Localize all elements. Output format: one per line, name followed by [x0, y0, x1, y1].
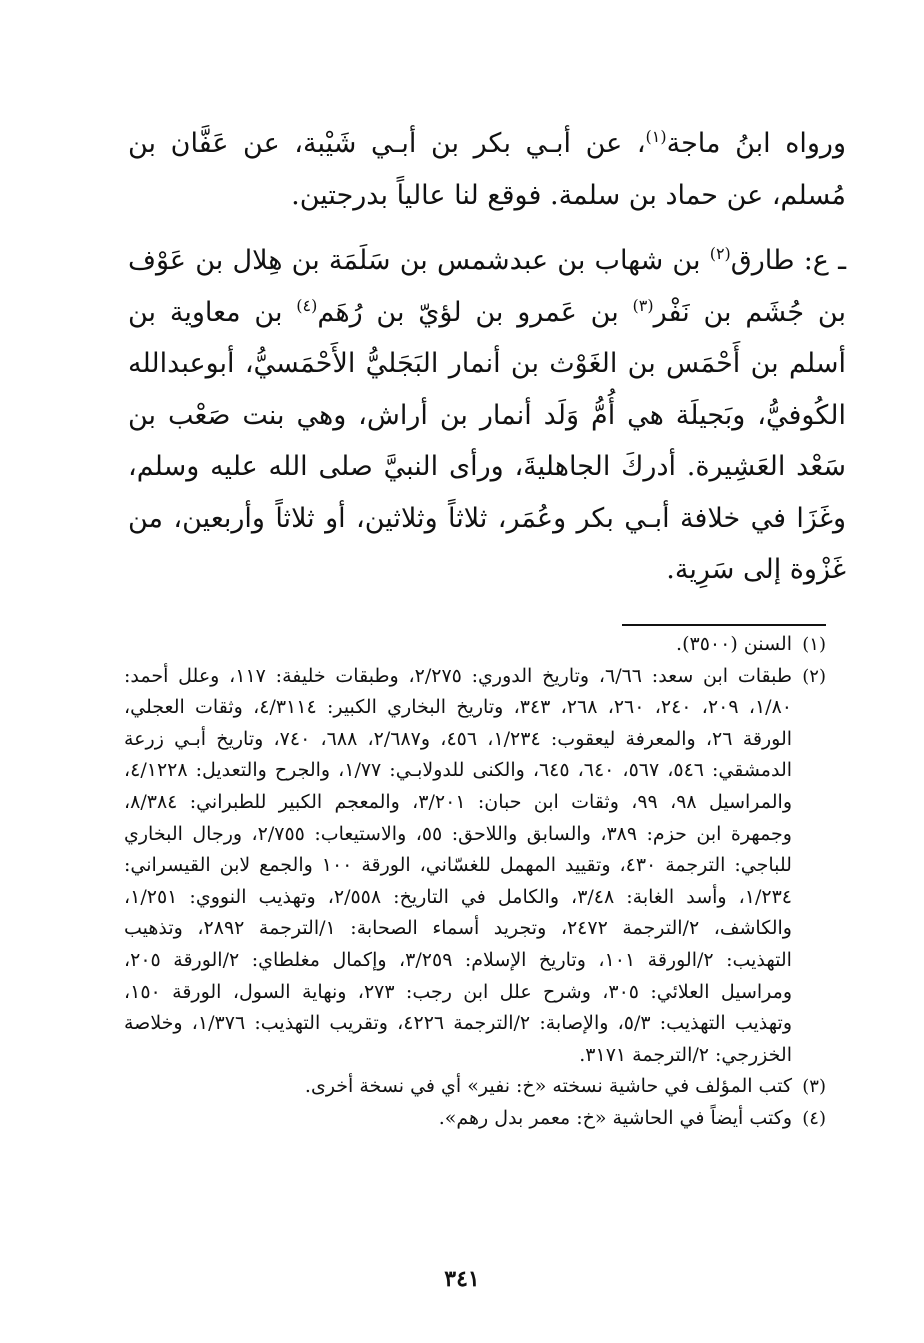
footnotes — [124, 629, 826, 1135]
footnote-text: طبقات ابن سعد: ٦/٦٦، وتاريخ الدوري: ٢/٢٧٥، وطبقات خليفة: ١١٧، وعلل أحمد: ١/٨٠، ٢٠٩، ٢٤٠، ٢٦٠، ٢٦٨، ٣٤٣، وتاريخ البخاري الكبير: ٤/٣١١٤، وثقات العجلي، الورقة ٢٦، والمعرفة ليعقوب: ١/٢٣٤، ٤٥٦، و٢/٦٨٧، ٦٨٨، ٧٤٠، وتاريخ أبـي زرعة الدمشقي: ٥٤٦، ٥٦٧، ٦٤٠، ٦٤٥، والكنى للدولابـي: ١/٧٧، والجرح والتعديل: ٤/١٢٢٨، والمراسيل ٩٨، ٩٩، وثقات ابن حبان: ٣/٢٠١، والمعجم الكبير للطبراني: ٨/٣٨٤، وجمهرة ابن حزم: ٣٨٩، والسابق واللاحق: ٥٥، والاستيعاب: ٢/٧٥٥، ورجال البخاري للباجي: الترجمة ٤٣٠، وتقييد المهمل للغسّاني، الورقة ١٠٠ والجمع لابن القيسراني: ١/٢٣٤، وأسد الغابة: ٣/٤٨، والكامل في التاريخ: ٢/٥٥٨، وتهذيب النووي: ١/٢٥١، والكاشف، ٢/الترجمة ٢٤٧٢، وتجريد أسماء الصحابة: ١/الترجمة ٢٨٩٢، وتذهيب التهذيب: ٢/الورقة ١٠١، وتاريخ الإسلام: ٣/٢٥٩، وإكمال مغلطاي: ٢/الورقة ٢٠٥، ومراسيل العلائي: ٣٠٥، وشرح علل ابن رجب: ٢٧٣، ونهاية السول، الورقة ١٥٠، وتهذيب التهذيب: ٥/٣، والإصابة: ٢/الترجمة ٤٢٢٦، وتقريب التهذيب: ١/٣٧٦، وخلاصة الخزرجي: ٢/الترجمة ٣١٧١. — [124, 664, 793, 1066]
footnote-number: (٤) — [802, 1107, 826, 1129]
footnote-1 — [124, 629, 826, 661]
footnote-ref-2: (٢) — [709, 244, 731, 263]
footnote-3 — [124, 1071, 826, 1103]
footnote-separator — [622, 624, 826, 626]
footnote-4 — [124, 1103, 826, 1135]
footnote-ref-3: (٣) — [632, 295, 654, 315]
footnote-text: السنن (٣٥٠٠). — [676, 633, 792, 655]
paragraph-text: بن معاوية بن أسلم بن أَحْمَس بن الغَوْث بن أنمار البَجَليُّ الأَحْمَسيُّ، أبوعبدالله الكُوفيُّ، وبَجيلَة هي أُمُّ وَلَد أنمار بن أراش، وهي بنت صَعْب بن سَعْد العَشِيرة. أدركَ الجاهليةَ، ورأى النبيَّ صلى الله عليه وسلم، وغَزَا في خلافة أبـي بكر وعُمَر، ثلاثاً وثلاثين، أو ثلاثاً وأربعين، من غَزْوة إلى سَرِية. — [128, 296, 846, 585]
paragraph-text: ، عن أبـي بكر بن أبـي شَيْبة، عن عَفَّان بن مُسلم، عن حماد بن سلمة. فوقع لنا عالياً بدرجتين. — [128, 128, 846, 211]
footnote-number: (٢) — [802, 665, 826, 687]
paragraph-text: ـ ع: طارق — [730, 245, 846, 276]
footnote-text: وكتب أيضاً في الحاشية «خ: معمر بدل رهم». — [438, 1106, 792, 1129]
paragraph-ibn-majah-narration — [128, 118, 846, 221]
footnote-number: (١) — [802, 634, 826, 655]
footnote-ref-1: (١) — [645, 127, 667, 146]
paragraph-text: بن شهاب بن عبدشمس بن سَلَمَة بن هِلال بن عَوْف بن جُشَم بن نَفْر — [128, 245, 846, 328]
footnote-number: (٣) — [802, 1076, 826, 1098]
paragraph-tariq-biography — [128, 235, 846, 596]
page-number: ٣٤١ — [444, 1266, 480, 1292]
footnote-text: كتب المؤلف في حاشية نسخته «خ: نفير» أي في نسخة أخرى. — [304, 1075, 792, 1098]
paragraph-text: ورواه ابنُ ماجة — [666, 128, 846, 159]
footnote-ref-4: (٤) — [296, 295, 318, 315]
paragraph-text: بن عَمرو بن لؤيّ بن رُهَم — [317, 296, 633, 328]
footnote-2 — [124, 661, 826, 1072]
main-text — [128, 118, 846, 596]
